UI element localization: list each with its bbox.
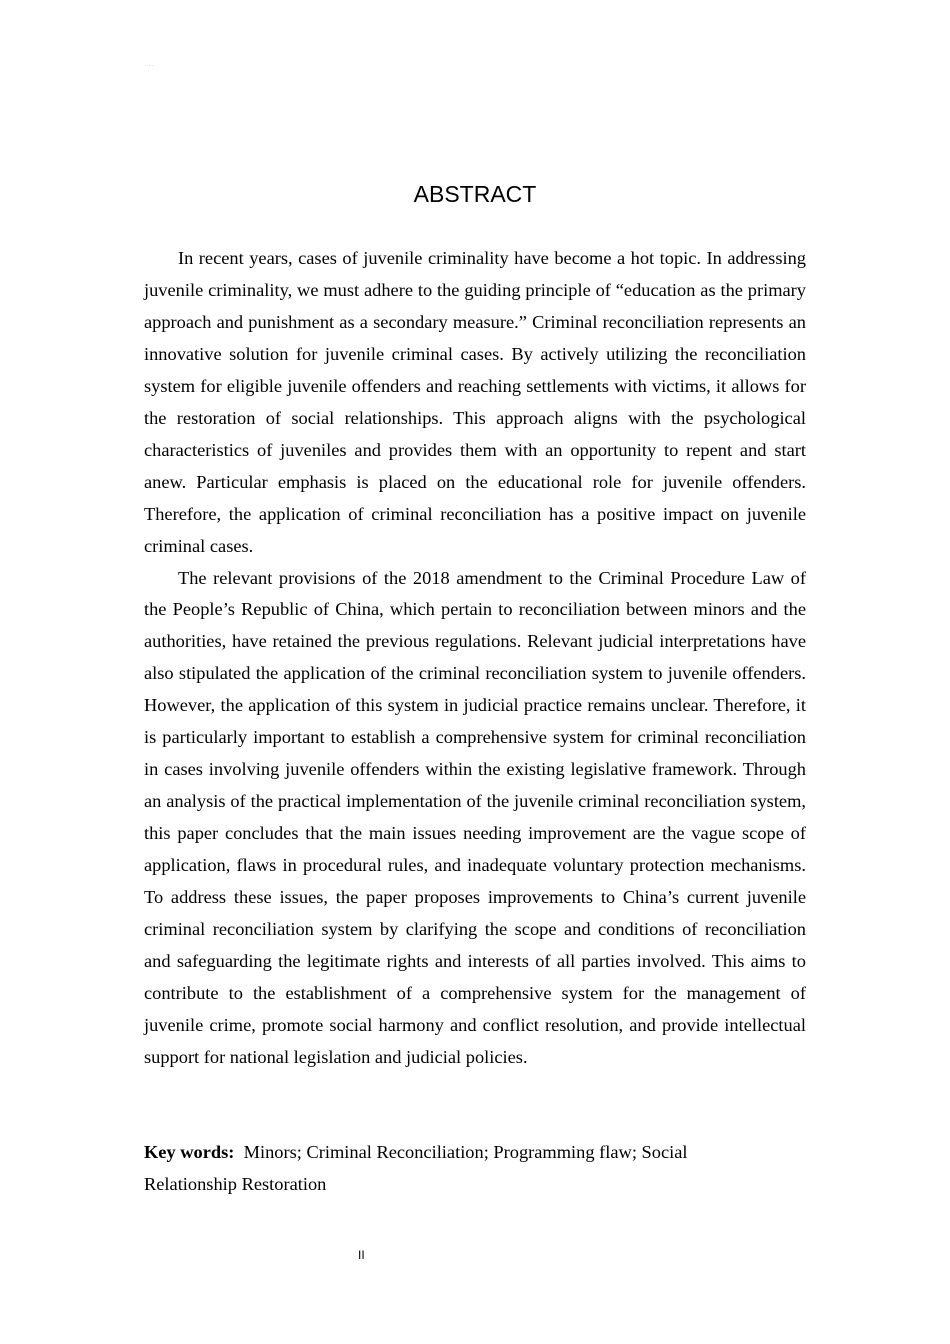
keywords-section <box>144 1137 744 1201</box>
header-mark: ····· <box>145 63 154 69</box>
abstract-paragraph-1: In recent years, cases of juvenile criminality have become a hot topic. In addressing juvenile criminality, we must adhere to the guiding principle of “education as the primary approach and punishment as a secondary measure.” Criminal reconciliation represents an innovative solution for juvenile criminal cases. By actively utilizing the reconciliation system for eligible juvenile offenders and reaching settlements with victims, it allows for the restoration of social relationships. This approach aligns with the psychological characteristics of juveniles and provides them with an opportunity to repent and start anew. Particular emphasis is placed on the educational role for juvenile offenders. Therefore, the application of criminal reconciliation has a positive impact on juvenile criminal cases. <box>144 248 806 556</box>
abstract-paragraph-2: The relevant provisions of the 2018 amendment to the Criminal Procedure Law of the People’s Republic of China, which pertain to reconciliation between minors and the authorities, have retained the previous regulations. Relevant judicial interpretations have also stipulated the application of the criminal reconciliation system to juvenile offenders. However, the application of this system in judicial practice remains unclear. Therefore, it is particularly important to establish a comprehensive system for criminal reconciliation in cases involving juvenile offenders within the existing legislative framework. Through an analysis of the practical implementation of the juvenile criminal reconciliation system, this paper concludes that the main issues needing improvement are the vague scope of application, flaws in procedural rules, and inadequate voluntary protection mechanisms. To address these issues, the paper proposes improvements to China’s current juvenile criminal reconciliation system by clarifying the scope and conditions of reconciliation and safeguarding the legitimate rights and interests of all parties involved. This aims to contribute to the establishment of a comprehensive system for the management of juvenile crime, promote social harmony and conflict resolution, and provide intellectual support for national legislation and judicial policies. <box>144 567 806 1067</box>
page-title: ABSTRACT <box>413 181 537 207</box>
keywords-line-1: Minors; Criminal Reconciliation; Programming flaw; Social <box>243 1142 688 1162</box>
abstract-body <box>144 243 806 1074</box>
page-number: II <box>358 1248 365 1262</box>
keywords-label: Key words: <box>144 1142 235 1162</box>
keywords-line-2: Relationship Restoration <box>144 1173 327 1194</box>
